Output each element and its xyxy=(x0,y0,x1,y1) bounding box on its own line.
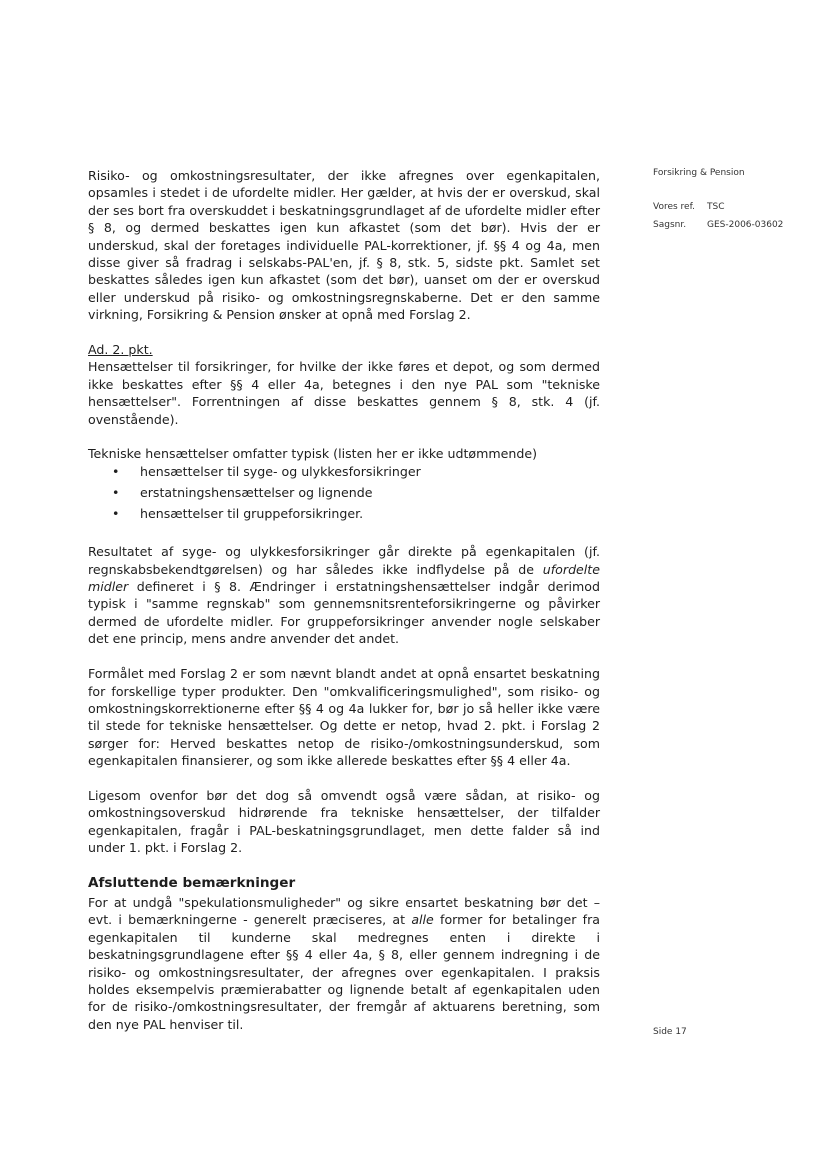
page-number: Side 17 xyxy=(653,1027,687,1037)
paragraph-risk-results: Risiko- og omkostningsresultater, der ikke afregnes over egenkapitalen, opsamles i stedet i de ufordelte midler. Her gælder, at hvis der er overskud, skal der ses bort fra overskuddet i beskatningsgrundlaget af de ufordelte midler efter § 8, og dermed beskattes igen kun afkastet (som det bør). Hvis der er underskud, skal der foretages individuelle PAL-korrektioner, jf. §§ 4 og 4a, men disse giver så fradrag i selskabs-PAL'en, jf. § 8, stk. 5, sidste pkt. Samlet set beskattes således igen kun afkastet (som det bør), uanset om der er overskud eller underskud på risiko- og omkostningsregnskaberne. Det er den samme virkning, Forsikring & Pension ønsker at opnå med Forslag 2. xyxy=(88,168,600,323)
document-body xyxy=(88,167,600,1051)
case-number-value: GES-2006-03602 xyxy=(707,220,784,230)
list-item: • hensættelser til gruppeforsikringer. xyxy=(140,505,600,526)
list-item: • erstatningshensættelser og lignende xyxy=(140,484,600,505)
reference-label: Vores ref. xyxy=(653,202,695,212)
text-segment: former for betalinger fra egenkapitalen til kunderne skal medregnes enten i direkte i beskatningsgrundlagene efter §§ 4 eller 4a, § 8, eller gennem indregning i de risiko- og omkostningsresultater, der afregnes over egenkapitalen. I praksis holdes eksempelvis præmierabatter og lignende betalt af egenkapitalen uden for de risiko-/omkostningsresultater, der fremgår af aktuarens beretning, som den nye PAL henviser til. xyxy=(88,912,600,1032)
text-segment: defineret i § 8. Ændringer i erstatningshensættelser indgår derimod typisk i "samme regnskab" som gennemsnitsrenteforsikringerne og påvirker dermed de ufordelte midler. For gruppeforsikringer anvender nogle selskaber det ene princip, mens andre anvender det andet. xyxy=(88,579,600,647)
paragraph-list-intro: Tekniske hensættelser omfatter typisk (listen her er ikke udtømmende) xyxy=(88,446,538,462)
paragraph-closing xyxy=(88,894,600,1033)
bullet-list xyxy=(88,463,600,526)
reference-value: TSC xyxy=(707,202,725,212)
paragraph-conversely: Ligesom ovenfor bør det dog så omvendt også være sådan, at risiko- og omkostningsoverskud hidrørende fra tekniske hensættelser, der tilfalder egenkapitalen, fragår i PAL-beskatningsgrundlaget, men dette falder så ind under 1. pkt. i Forslag 2. xyxy=(88,787,600,856)
text-segment: For at undgå "spekulationsmuligheder" og sikre ensartet beskatning bør det – evt. i bemærkningerne - generelt præciseres, at xyxy=(88,894,600,928)
list-item: • hensættelser til syge- og ulykkesforsikringer xyxy=(140,463,600,484)
text-segment: Resultatet af syge- og ulykkesforsikringer går direkte på egenkapitalen (jf. regnskabsbekendtgørelsen) og har således ikke indflydelse på de xyxy=(88,544,600,577)
emphasis-text: alle xyxy=(411,912,434,928)
section-heading-closing: Afsluttende bemærkninger xyxy=(88,874,296,891)
paragraph-purpose: Formålet med Forslag 2 er som nævnt blandt andet at opnå ensartet beskatning for forskellige typer produkter. Den "omkvalificeringsmulighed", som risiko- og omkostningskorrektionerne efter §§ 4 og 4a lukker for, bør jo så heller ikke være til stede for tekniske hensættelser. Og dette er netop, hvad 2. pkt. i Forslag 2 sørger for: Herved beskattes netop de risiko-/omkostningsunderskud, som egenkapitalen finansierer, og som ikke allerede beskattes efter §§ 4 eller 4a. xyxy=(88,666,600,769)
sidebar-org: Forsikring & Pension xyxy=(653,168,745,178)
sidebar-case-number xyxy=(653,219,783,232)
paragraph-result-equity xyxy=(88,543,600,647)
emphasis-text: ufordelte midler xyxy=(88,561,600,595)
paragraph-technical-provisions: Hensættelser til forsikringer, for hvilke der ikke føres et depot, og som dermed ikke beskattes efter §§ 4 eller 4a, betegnes i den nye PAL som "tekniske hensættelser". Forrentningen af disse beskattes gennem § 8, stk. 4 (jf. ovenstående). xyxy=(88,359,600,427)
subheading-ad-2: Ad. 2. pkt. xyxy=(88,342,153,358)
sidebar-reference xyxy=(653,201,725,214)
case-number-label: Sagsnr. xyxy=(653,220,687,230)
